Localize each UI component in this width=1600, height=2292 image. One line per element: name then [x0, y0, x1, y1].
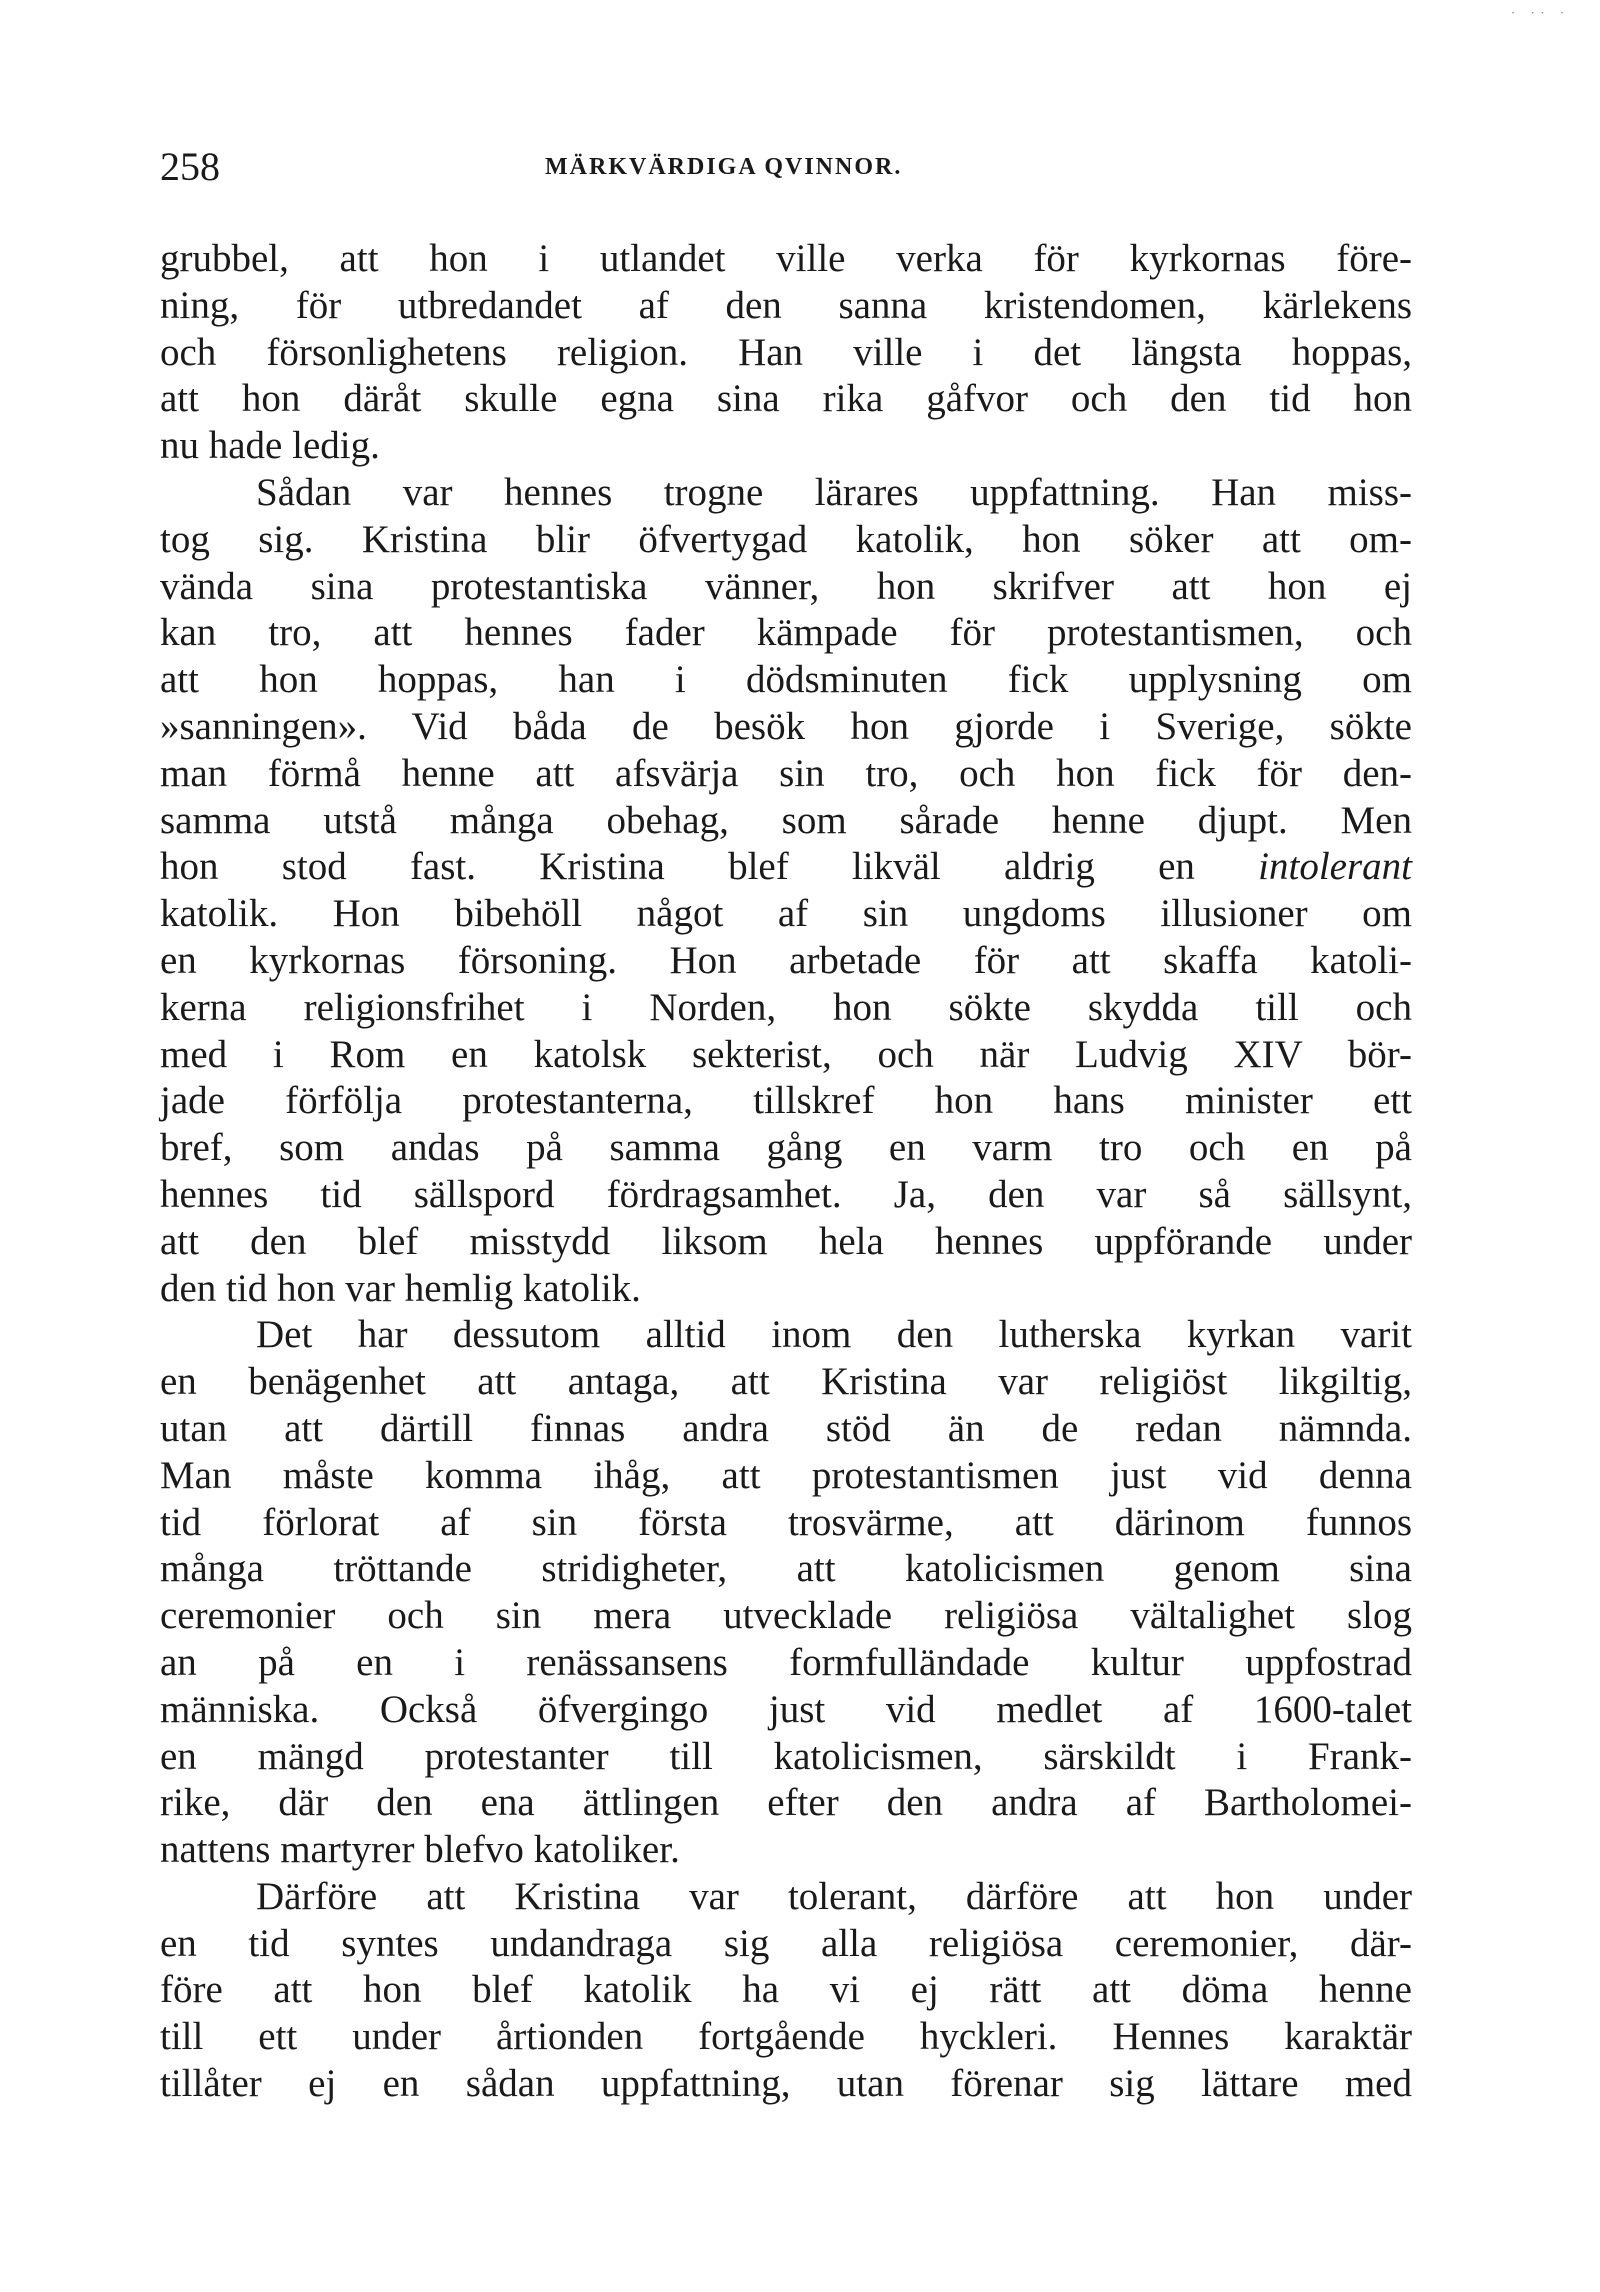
text-line: samma utstå många obehag, som sårade henne djupt. Men — [160, 798, 1412, 842]
text-line: med i Rom en katolsk sekterist, och när Ludvig XIV bör- — [160, 1032, 1412, 1076]
text-line: en tid syntes undandraga sig alla religiösa ceremonier, där- — [160, 1921, 1412, 1965]
body-text — [160, 236, 1412, 2108]
text-line: människa. Också öfvergingo just vid medlet af 1600-talet — [160, 1687, 1412, 1731]
text-line: tillåter ej en sådan uppfattning, utan förenar sig lättare med — [160, 2062, 1412, 2106]
text-line: tog sig. Kristina blir öfvertygad katolik, hon söker att om- — [160, 517, 1412, 561]
running-head: MÄRKVÄRDIGA QVINNOR. — [545, 154, 903, 180]
text-segment: hon stod fast. Kristina blef likväl aldrig en — [160, 845, 1259, 889]
text-line: Man måste komma ihåg, att protestantismen just vid denna — [160, 1453, 1412, 1497]
text-line: utan att därtill finnas andra stöd än de redan nämnda. — [160, 1406, 1412, 1450]
text-line: en mängd protestanter till katolicismen, särskildt i Frank- — [160, 1734, 1412, 1778]
text-line: »sanningen». Vid båda de besök hon gjorde i Sverige, sökte — [160, 704, 1412, 748]
text-line: Det har dessutom alltid inom den lutherska kyrkan varit — [256, 1313, 1412, 1357]
text-line: många tröttande stridigheter, att katolicismen genom sina — [160, 1547, 1412, 1591]
text-line: an på en i renässansens formfulländade kultur uppfostrad — [160, 1640, 1412, 1684]
text-line: tid förlorat af sin första trosvärme, att därinom funnos — [160, 1500, 1412, 1544]
text-line: katolik. Hon bibehöll något af sin ungdoms illusioner om — [160, 892, 1412, 936]
text-line: en benägenhet att antaga, att Kristina var religiöst likgiltig, — [160, 1360, 1412, 1404]
page-number: 258 — [160, 144, 220, 189]
text-line: till ett under årtionden fortgående hyckleri. Hennes karaktär — [160, 2015, 1412, 2059]
text-line: hennes tid sällspord fördragsamhet. Ja, den var så sällsynt, — [160, 1172, 1412, 1216]
scan-specks: · ·· · — [1511, 6, 1570, 20]
text-line: att den blef misstydd liksom hela hennes uppförande under — [160, 1219, 1412, 1263]
text-line: nu hade ledig. — [160, 424, 380, 468]
italic-word: intolerant — [1258, 845, 1412, 889]
text-line: man förmå henne att afsvärja sin tro, och hon fick för den- — [160, 751, 1412, 795]
page-header — [160, 142, 1420, 192]
text-line: ceremonier och sin mera utvecklade religiösa vältalighet slog — [160, 1594, 1412, 1638]
text-line: rike, där den ena ättlingen efter den andra af Bartholomei- — [160, 1781, 1412, 1825]
text-line: att hon däråt skulle egna sina rika gåfvor och den tid hon — [160, 377, 1412, 421]
text-line: kerna religionsfrihet i Norden, hon sökte skydda till och — [160, 985, 1412, 1029]
text-line: nattens martyrer blefvo katoliker. — [160, 1828, 680, 1872]
text-line: den tid hon var hemlig katolik. — [160, 1266, 641, 1310]
text-line: kan tro, att hennes fader kämpade för protestantismen, och — [160, 611, 1412, 655]
text-line: Sådan var hennes trogne lärares uppfattning. Han miss- — [256, 470, 1412, 514]
text-line-with-italic — [160, 844, 1412, 891]
text-line: ning, för utbredandet af den sanna kristendomen, kärlekens — [160, 283, 1412, 327]
text-line: vända sina protestantiska vänner, hon skrifver att hon ej — [160, 564, 1412, 608]
text-line: och försonlighetens religion. Han ville i det längsta hoppas, — [160, 330, 1412, 374]
text-line: före att hon blef katolik ha vi ej rätt att döma henne — [160, 1968, 1412, 2012]
text-line: Därföre att Kristina var tolerant, därföre att hon under — [256, 1874, 1412, 1918]
text-line: grubbel, att hon i utlandet ville verka för kyrkornas före- — [160, 237, 1412, 280]
text-line: jade förfölja protestanterna, tillskref hon hans minister ett — [160, 1079, 1412, 1123]
text-line: en kyrkornas försoning. Hon arbetade för att skaffa katoli- — [160, 938, 1412, 982]
text-line: att hon hoppas, han i dödsminuten fick upplysning om — [160, 658, 1412, 702]
text-line: bref, som andas på samma gång en varm tro och en på — [160, 1126, 1412, 1170]
